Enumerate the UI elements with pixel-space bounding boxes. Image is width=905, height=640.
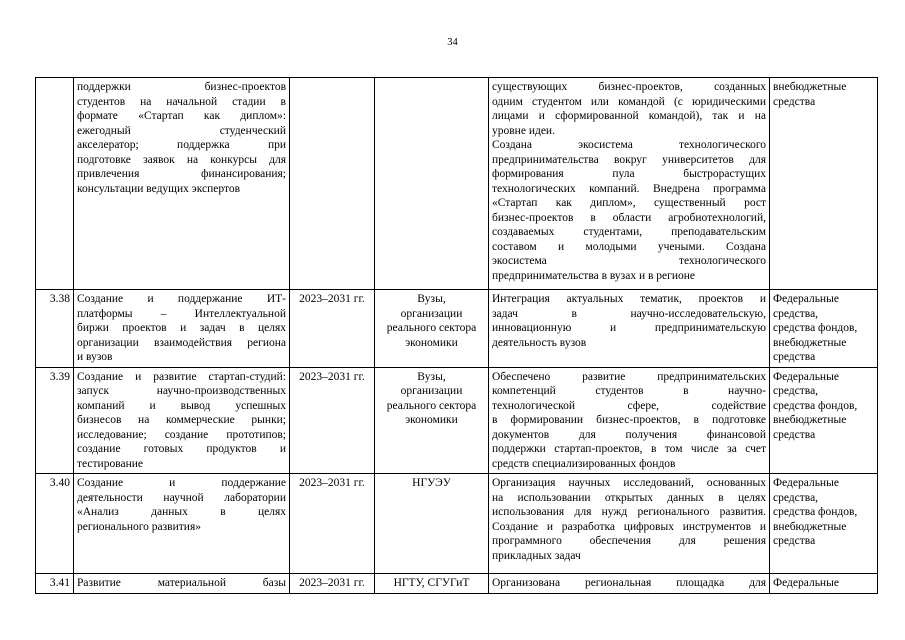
executors-cell xyxy=(375,474,489,574)
result-cell xyxy=(489,78,770,290)
event-line: регионального развития» xyxy=(77,520,201,533)
event-line: Развитие материальной базы xyxy=(77,577,286,589)
result-line: Создана экосистема технологического xyxy=(492,139,766,151)
result-line: Организация научных исследований, основанных xyxy=(492,477,766,489)
result-line: задач в научно-исследовательскую, xyxy=(492,307,766,320)
event-line: исследование; создание прототипов; xyxy=(77,428,286,441)
funding-sources-cell xyxy=(770,474,878,574)
period-cell: 2023–2031 гг. xyxy=(290,290,375,368)
table-row xyxy=(36,474,878,574)
executor-line: реального сектора xyxy=(386,322,477,334)
executors-cell xyxy=(375,574,489,594)
executors-cell xyxy=(375,290,489,368)
row-number-cell: 3.38 xyxy=(36,290,74,368)
event-line: ежегодный студенческий xyxy=(77,124,286,137)
table-row xyxy=(36,290,878,368)
funding-source-line: средства xyxy=(773,351,816,363)
table-row xyxy=(36,78,878,290)
event-line: создание готовых продуктов и xyxy=(77,443,286,455)
funding-source-line: средства, xyxy=(773,385,819,397)
funding-source-line: средства xyxy=(773,95,816,108)
event-line: тестирование xyxy=(77,457,143,470)
result-line: использования для нужд регионального развития. xyxy=(492,506,766,518)
funding-sources-cell xyxy=(770,290,878,368)
funding-source-line: Федеральные xyxy=(773,370,839,383)
event-line: студентов на начальной стадии в xyxy=(77,95,286,108)
executor-line: организации xyxy=(400,385,463,397)
result-line: прикладных задач xyxy=(492,549,581,562)
result-line: инновационную и предпринимательскую xyxy=(492,322,766,334)
result-line: технологической сфере, содействие xyxy=(492,399,766,412)
result-line: деятельность вузов xyxy=(492,336,587,349)
event-line: Создание и развитие стартап-студий: xyxy=(77,370,286,383)
funding-source-line: средства фондов, xyxy=(773,506,858,518)
funding-source-line: средства xyxy=(773,535,816,547)
executor-line: НГТУ, СГУГиТ xyxy=(393,577,470,589)
event-line: поддержки бизнес-проектов xyxy=(77,81,286,93)
funding-sources-cell xyxy=(770,78,878,290)
funding-source-line: средства фондов, xyxy=(773,322,858,334)
event-line: бизнесов на коммерческие рынки; xyxy=(77,414,286,426)
row-number-cell: 3.39 xyxy=(36,367,74,474)
result-line: документов для получения финансовой xyxy=(492,428,766,441)
funding-source-line: Федеральные xyxy=(773,477,839,489)
result-line: предпринимательства в вузах и в регионе xyxy=(492,269,696,282)
event-cell xyxy=(74,78,290,290)
row-number-cell: 3.40 xyxy=(36,474,74,574)
event-line: формате «Стартап как диплом»: xyxy=(77,110,286,122)
funding-source-line: средства фондов, xyxy=(773,399,858,412)
event-line: Создание и поддержание ИТ- xyxy=(77,293,286,305)
executor-line: НГУЭУ xyxy=(412,477,451,489)
event-line: «Анализ данных в целях xyxy=(77,506,286,518)
executor-line: реального сектора xyxy=(386,399,477,412)
funding-source-line: средства, xyxy=(773,307,819,320)
event-line: подготовке заявок на конкурсы для xyxy=(77,153,286,166)
result-cell xyxy=(489,367,770,474)
row-number-cell: 3.41 xyxy=(36,574,74,594)
result-line: уровне идеи. xyxy=(492,124,555,137)
funding-source-line: внебюджетные xyxy=(773,336,847,349)
result-line: технологических компаний. Внедрена программа xyxy=(492,182,766,195)
event-line: консультации ведущих экспертов xyxy=(77,182,241,195)
funding-source-line: внебюджетные xyxy=(773,81,847,93)
funding-source-line: средства xyxy=(773,428,816,441)
funding-sources-cell xyxy=(770,574,878,594)
funding-source-line: внебюджетные xyxy=(773,520,847,533)
result-line: создаваемых студентами, преподавательским xyxy=(492,226,766,238)
result-line: поддержки стартап-проектов, в том числе за счет xyxy=(492,443,766,455)
result-line: Создание и разработка цифровых инструментов и xyxy=(492,520,766,533)
funding-source-line: средства, xyxy=(773,491,819,504)
event-cell xyxy=(74,367,290,474)
period-cell: 2023–2031 гг. xyxy=(290,474,375,574)
executor-line: экономики xyxy=(405,336,458,349)
event-cell xyxy=(74,290,290,368)
measures-table xyxy=(35,77,878,594)
result-line: на использовании открытых данных в целях xyxy=(492,491,766,504)
event-line: и вузов xyxy=(77,351,113,363)
result-line: «Стартап как диплом», существенный рост xyxy=(492,197,766,209)
row-number-cell xyxy=(36,78,74,290)
funding-source-line: Федеральные xyxy=(773,577,839,589)
result-line: одним студентом или командой (с юридическими xyxy=(492,95,766,108)
result-line: средств специализированных фондов xyxy=(492,457,676,470)
result-line: Обеспечено развитие предпринимательских xyxy=(492,370,766,383)
result-line: лицами и сформированной командой), так и на xyxy=(492,110,766,122)
executors-cell xyxy=(375,78,489,290)
period-cell xyxy=(290,78,375,290)
event-cell xyxy=(74,474,290,574)
executor-line: Вузы, xyxy=(417,370,446,383)
result-cell xyxy=(489,290,770,368)
result-line: Организована региональная площадка для xyxy=(492,577,766,589)
event-line: биржи проектов и задач в целях xyxy=(77,322,286,334)
result-line: экосистема технологического xyxy=(492,255,766,267)
result-line: составом и молодыми учеными. Создана xyxy=(492,240,766,253)
executor-line: экономики xyxy=(405,414,458,426)
result-line: программного обеспечения для решения xyxy=(492,535,766,547)
event-line: акселератор; поддержка при xyxy=(77,139,286,151)
executor-line: организации xyxy=(400,307,463,320)
funding-source-line: Федеральные xyxy=(773,293,839,305)
event-line: организации взаимодействия региона xyxy=(77,336,286,349)
event-line: привлечения финансирования; xyxy=(77,168,286,180)
result-line: в формировании бизнес-проектов, в подготовке xyxy=(492,414,766,426)
event-line: деятельности научной лаборатории xyxy=(77,491,286,504)
result-cell xyxy=(489,574,770,594)
event-line: платформы – Интеллектуальной xyxy=(77,307,286,320)
period-cell: 2023–2031 гг. xyxy=(290,574,375,594)
period-cell: 2023–2031 гг. xyxy=(290,367,375,474)
event-line: компаний и вывод успешных xyxy=(77,399,286,412)
result-line: бизнес-проектов в области агробиотехнологий, xyxy=(492,211,766,224)
result-line: формирования пула быстрорастущих xyxy=(492,168,766,180)
page-number: 34 xyxy=(447,37,458,48)
table-row xyxy=(36,574,878,594)
funding-source-line: внебюджетные xyxy=(773,414,847,426)
result-line: Интеграция актуальных тематик, проектов и xyxy=(492,293,766,305)
result-line: существующих бизнес-проектов, созданных xyxy=(492,81,766,93)
executors-cell xyxy=(375,367,489,474)
executor-line: Вузы, xyxy=(417,293,446,305)
event-line: Создание и поддержание xyxy=(77,477,286,489)
funding-sources-cell xyxy=(770,367,878,474)
event-cell xyxy=(74,574,290,594)
result-line: предпринимательства вокруг университетов для xyxy=(492,153,766,166)
result-cell xyxy=(489,474,770,574)
event-line: запуск научно-производственных xyxy=(77,385,286,397)
result-line: компетенций студентов в научно- xyxy=(492,385,766,397)
table-row xyxy=(36,367,878,474)
